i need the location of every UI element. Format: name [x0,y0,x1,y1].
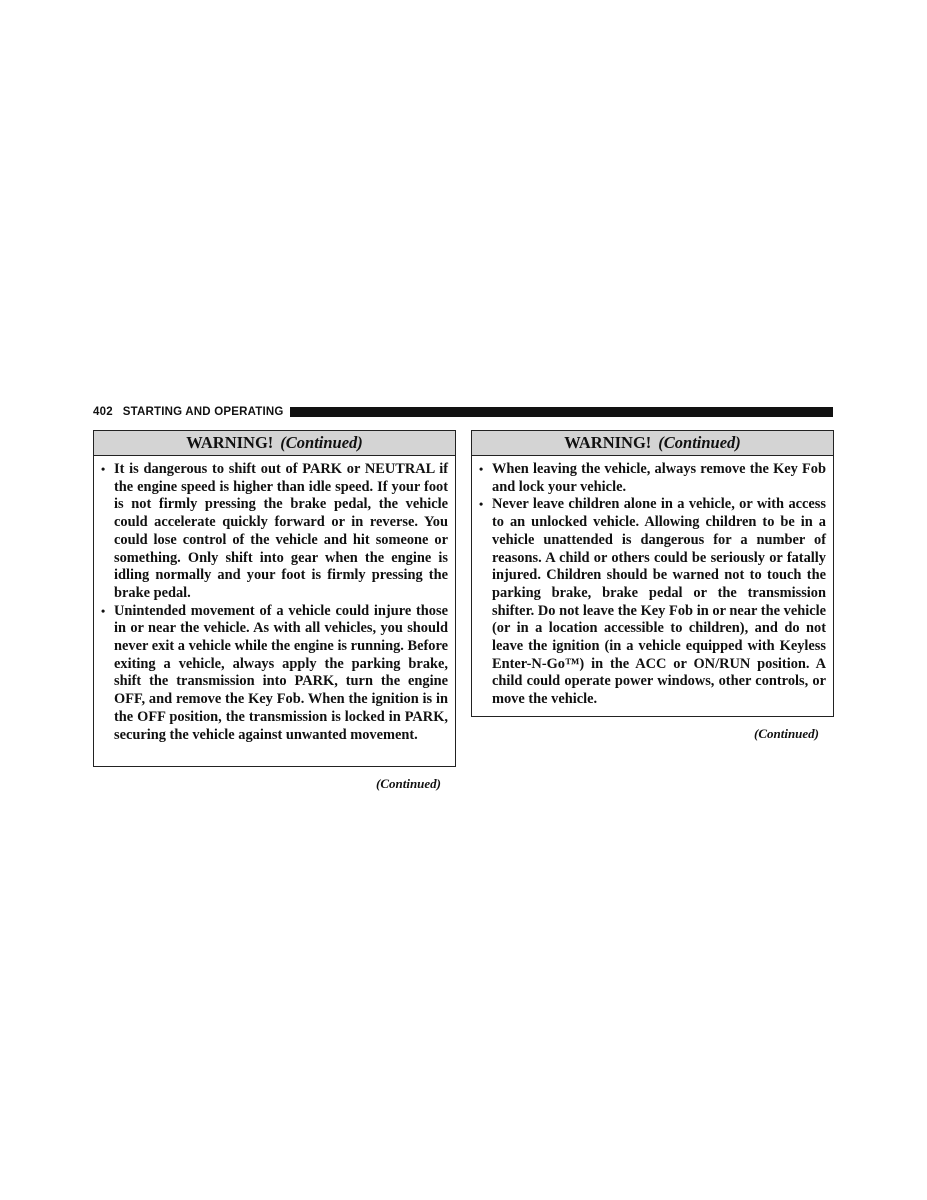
warning-title: WARNING! [186,433,274,452]
warning-list [472,456,833,709]
warning-box-left [93,430,456,767]
continued-note: (Continued) [376,776,442,791]
bullet-icon: • [101,603,106,618]
header-rule [290,407,833,417]
warning-item-text: Never leave children alone in a vehicle, or with access to an unlocked vehicle. Allowing children to be in a vehicle unattended is dangerous for a number of reasons. A child or others could be seriously or fatally injured. Children should be warned not to touch the parking brake, brake pedal or the transmission shifter. Do not leave the Key Fob in or near the vehicle (or in a location accessible to children), and do not leave the ignition (in a vehicle equipped with Keyless Enter-N-Go™) in the ACC or ON/RUN position. A child could operate power windows, other controls, or move the vehicle. [492,496,826,708]
warning-item [479,461,826,496]
bullet-icon: • [479,497,484,512]
warning-list [94,456,455,744]
warning-item [479,496,826,708]
warning-box-right [471,430,834,717]
page-number: 402 [93,406,113,418]
continued-note: (Continued) [754,726,820,741]
warning-item-text: When leaving the vehicle, always remove the Key Fob and lock your vehicle. [492,461,826,495]
bullet-icon: • [479,462,484,476]
warning-header [94,431,455,456]
warning-title-continued: (Continued) [658,433,741,452]
warning-item [101,461,448,603]
warning-header [472,431,833,456]
bullet-icon: • [101,462,106,476]
section-title: STARTING AND OPERATING [122,406,284,418]
page-header [93,404,833,420]
warning-item [101,603,448,745]
warning-title: WARNING! [564,433,652,452]
warning-item-text: Unintended movement of a vehicle could injure those in or near the vehicle. As with all vehicles, you should never exit a vehicle while the engine is running. Before exiting a vehicle, always apply the parking brake, shift the transmission into PARK, turn the engine OFF, and remove the Key Fob. When the ignition is in the OFF position, the transmission is locked in PARK, securing the vehicle against unwanted movement. [114,602,448,743]
warning-item-text: It is dangerous to shift out of PARK or NEUTRAL if the engine speed is higher than idle speed. If your foot is not firmly pressing the brake pedal, the vehicle could accelerate quickly forward or in reverse. You could lose control of the vehicle and hit someone or something. Only shift into gear when the engine is idling normally and your foot is firmly pressing the brake pedal. [114,461,448,601]
warning-title-continued: (Continued) [280,433,363,452]
